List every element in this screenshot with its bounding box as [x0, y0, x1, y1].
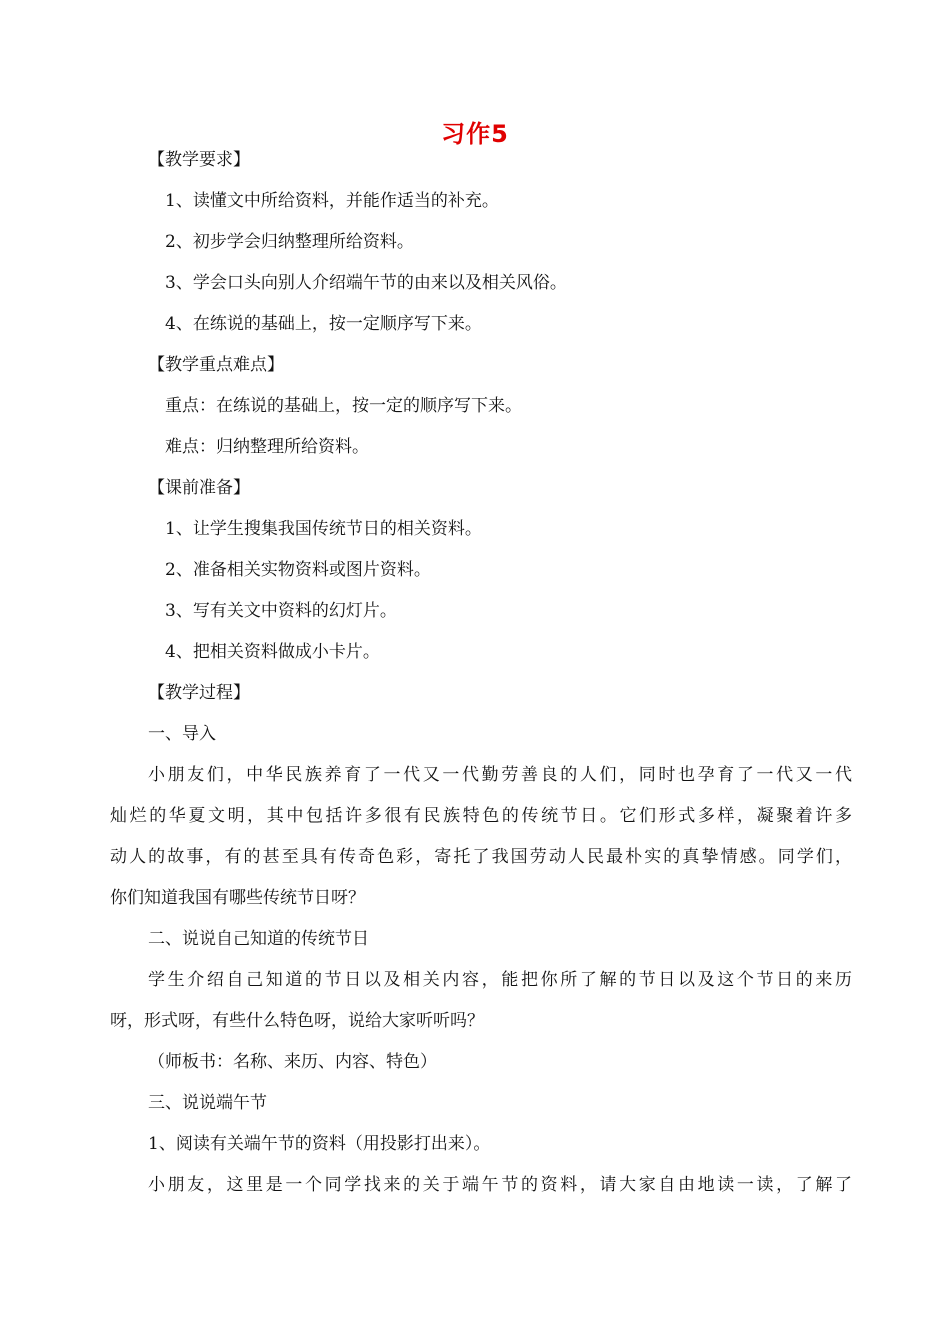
section-heading-requirements: 【教学要求】	[148, 150, 250, 170]
subheading-intro: 一、导入	[148, 724, 216, 744]
preparation-item: 4、把相关资料做成小卡片。	[165, 642, 380, 662]
paragraph-line: 学生介绍自己知道的节日以及相关内容，能把你所了解的节日以及这个节日的来历	[148, 970, 852, 990]
subheading-dragon-boat: 三、说说端午节	[148, 1093, 267, 1113]
paragraph-line: 动人的故事，有的甚至具有传奇色彩，寄托了我国劳动人民最朴实的真挚情感。同学们，	[110, 847, 852, 867]
requirement-item: 3、学会口头向别人介绍端午节的由来以及相关风俗。	[165, 273, 567, 293]
key-point-item: 重点：在练说的基础上，按一定的顺序写下来。	[165, 396, 522, 416]
preparation-item: 2、准备相关实物资料或图片资料。	[165, 560, 431, 580]
requirement-item: 1、读懂文中所给资料，并能作适当的补充。	[165, 191, 499, 211]
preparation-item: 3、写有关文中资料的幻灯片。	[165, 601, 397, 621]
section-heading-preparation: 【课前准备】	[148, 478, 250, 498]
paragraph-line: 灿烂的华夏文明，其中包括许多很有民族特色的传统节日。它们形式多样，凝聚着许多	[110, 806, 852, 826]
paragraph-line: 呀，形式呀，有些什么特色呀，说给大家听听吗？	[110, 1011, 484, 1031]
paragraph-line: 小朋友们，中华民族养育了一代又一代勤劳善良的人们，同时也孕育了一代又一代	[148, 765, 852, 785]
section-heading-key-points: 【教学重点难点】	[148, 355, 284, 375]
board-note: （师板书：名称、来历、内容、特色）	[148, 1052, 437, 1072]
section-heading-process: 【教学过程】	[148, 683, 250, 703]
paragraph-line: 你们知道我国有哪些传统节日呀？	[110, 888, 365, 908]
step-item: 1、阅读有关端午节的资料（用投影打出来）。	[148, 1134, 491, 1154]
document-title: 习作5	[441, 120, 509, 148]
requirement-item: 4、在练说的基础上，按一定顺序写下来。	[165, 314, 482, 334]
subheading-festivals: 二、说说自己知道的传统节日	[148, 929, 369, 949]
difficulty-item: 难点：归纳整理所给资料。	[165, 437, 369, 457]
paragraph-line: 小朋友，这里是一个同学找来的关于端午节的资料，请大家自由地读一读，了解了	[148, 1175, 852, 1195]
preparation-item: 1、让学生搜集我国传统节日的相关资料。	[165, 519, 482, 539]
requirement-item: 2、初步学会归纳整理所给资料。	[165, 232, 414, 252]
